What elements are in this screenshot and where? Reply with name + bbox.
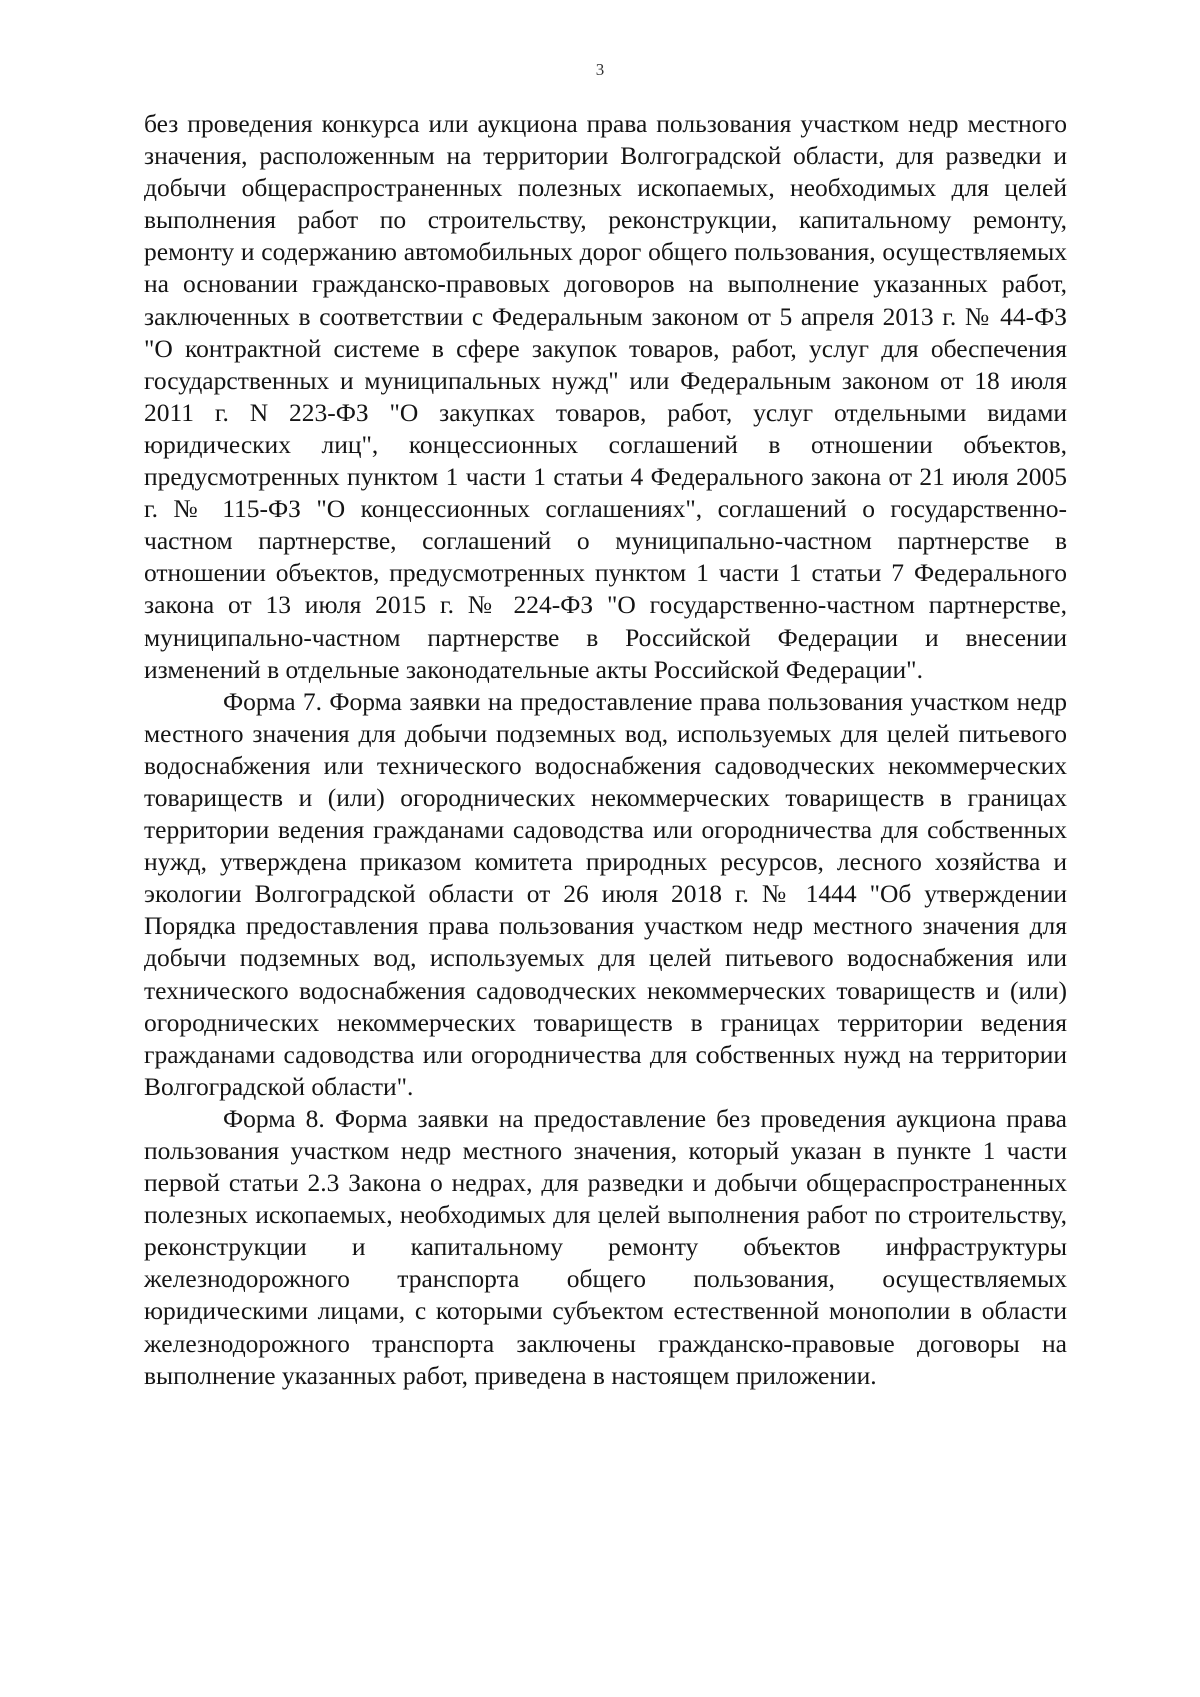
paragraph-form-8: Форма 8. Форма заявки на предоставление без проведения аукциона права пользования участком недр местного значения, который указан в пункте 1 части первой статьи 2.3 Закона о недрах, для разведки и добычи общераспространенных полезных ископаемых, необходимых для целей выполнения работ по строительству, реконструкции и капитальному ремонту объектов инфраструктуры железнодорожного транспорта общего пользования, осуществляемых юридическими лицами, с которыми субъектом естественной монополии в области железнодорожного транспорта заключены гражданско-правовые договоры на выполнение указанных работ, приведена в настоящем приложении. <box>144 1103 1067 1390</box>
paragraph-continuation: без проведения конкурса или аукциона права пользования участком недр местного значения, расположенным на территории Волгоградской области, для разведки и добычи общераспространенных полезных ископаемых, необходимых для целей выполнения работ по строительству, реконструкции, капитальному ремонту, ремонту и содержанию автомобильных дорог общего пользования, осуществляемых на основании гражданско-правовых договоров на выполнение указанных работ, заключенных в соответствии с Федеральным законом от 5 апреля 2013 г. № 44-ФЗ "О контрактной системе в сфере закупок товаров, работ, услуг для обеспечения государственных и муниципальных нужд" или Федеральным законом от 18 июля 2011 г. N 223-ФЗ "О закупках товаров, работ, услуг отдельными видами юридических лиц", концессионных соглашений в отношении объектов, предусмотренных пунктом 1 части 1 статьи 4 Федерального закона от 21 июля 2005 г. № 115-ФЗ "О концессионных соглашениях", соглашений о государственно-частном партнерстве, соглашений о муниципально-частном партнерстве в отношении объектов, предусмотренных пунктом 1 части 1 статьи 7 Федерального закона от 13 июля 2015 г. № 224-ФЗ "О государственно-частном партнерстве, муниципально-частном партнерстве в Российской Федерации и внесении изменений в отдельные законодательные акты Российской Федерации". <box>144 109 1067 684</box>
page-number: 3 <box>595 60 605 79</box>
document-body <box>144 108 1067 1392</box>
paragraph-form-7: Форма 7. Форма заявки на предоставление права пользования участком недр местного значения для добычи подземных вод, используемых для целей питьевого водоснабжения или технического водоснабжения садоводческих некоммерческих товариществ и (или) огороднических некоммерческих товариществ в границах территории ведения гражданами садоводства или огородничества для собственных нужд, утверждена приказом комитета природных ресурсов, лесного хозяйства и экологии Волгоградской области от 26 июля 2018 г. № 1444 "Об утверждении Порядка предоставления права пользования участком недр местного значения для добычи подземных вод, используемых для целей питьевого водоснабжения или технического водоснабжения садоводческих некоммерческих товариществ и (или) огороднических некоммерческих товариществ в границах территории ведения гражданами садоводства или огородничества для собственных нужд на территории Волгоградской области". <box>144 686 1067 1101</box>
